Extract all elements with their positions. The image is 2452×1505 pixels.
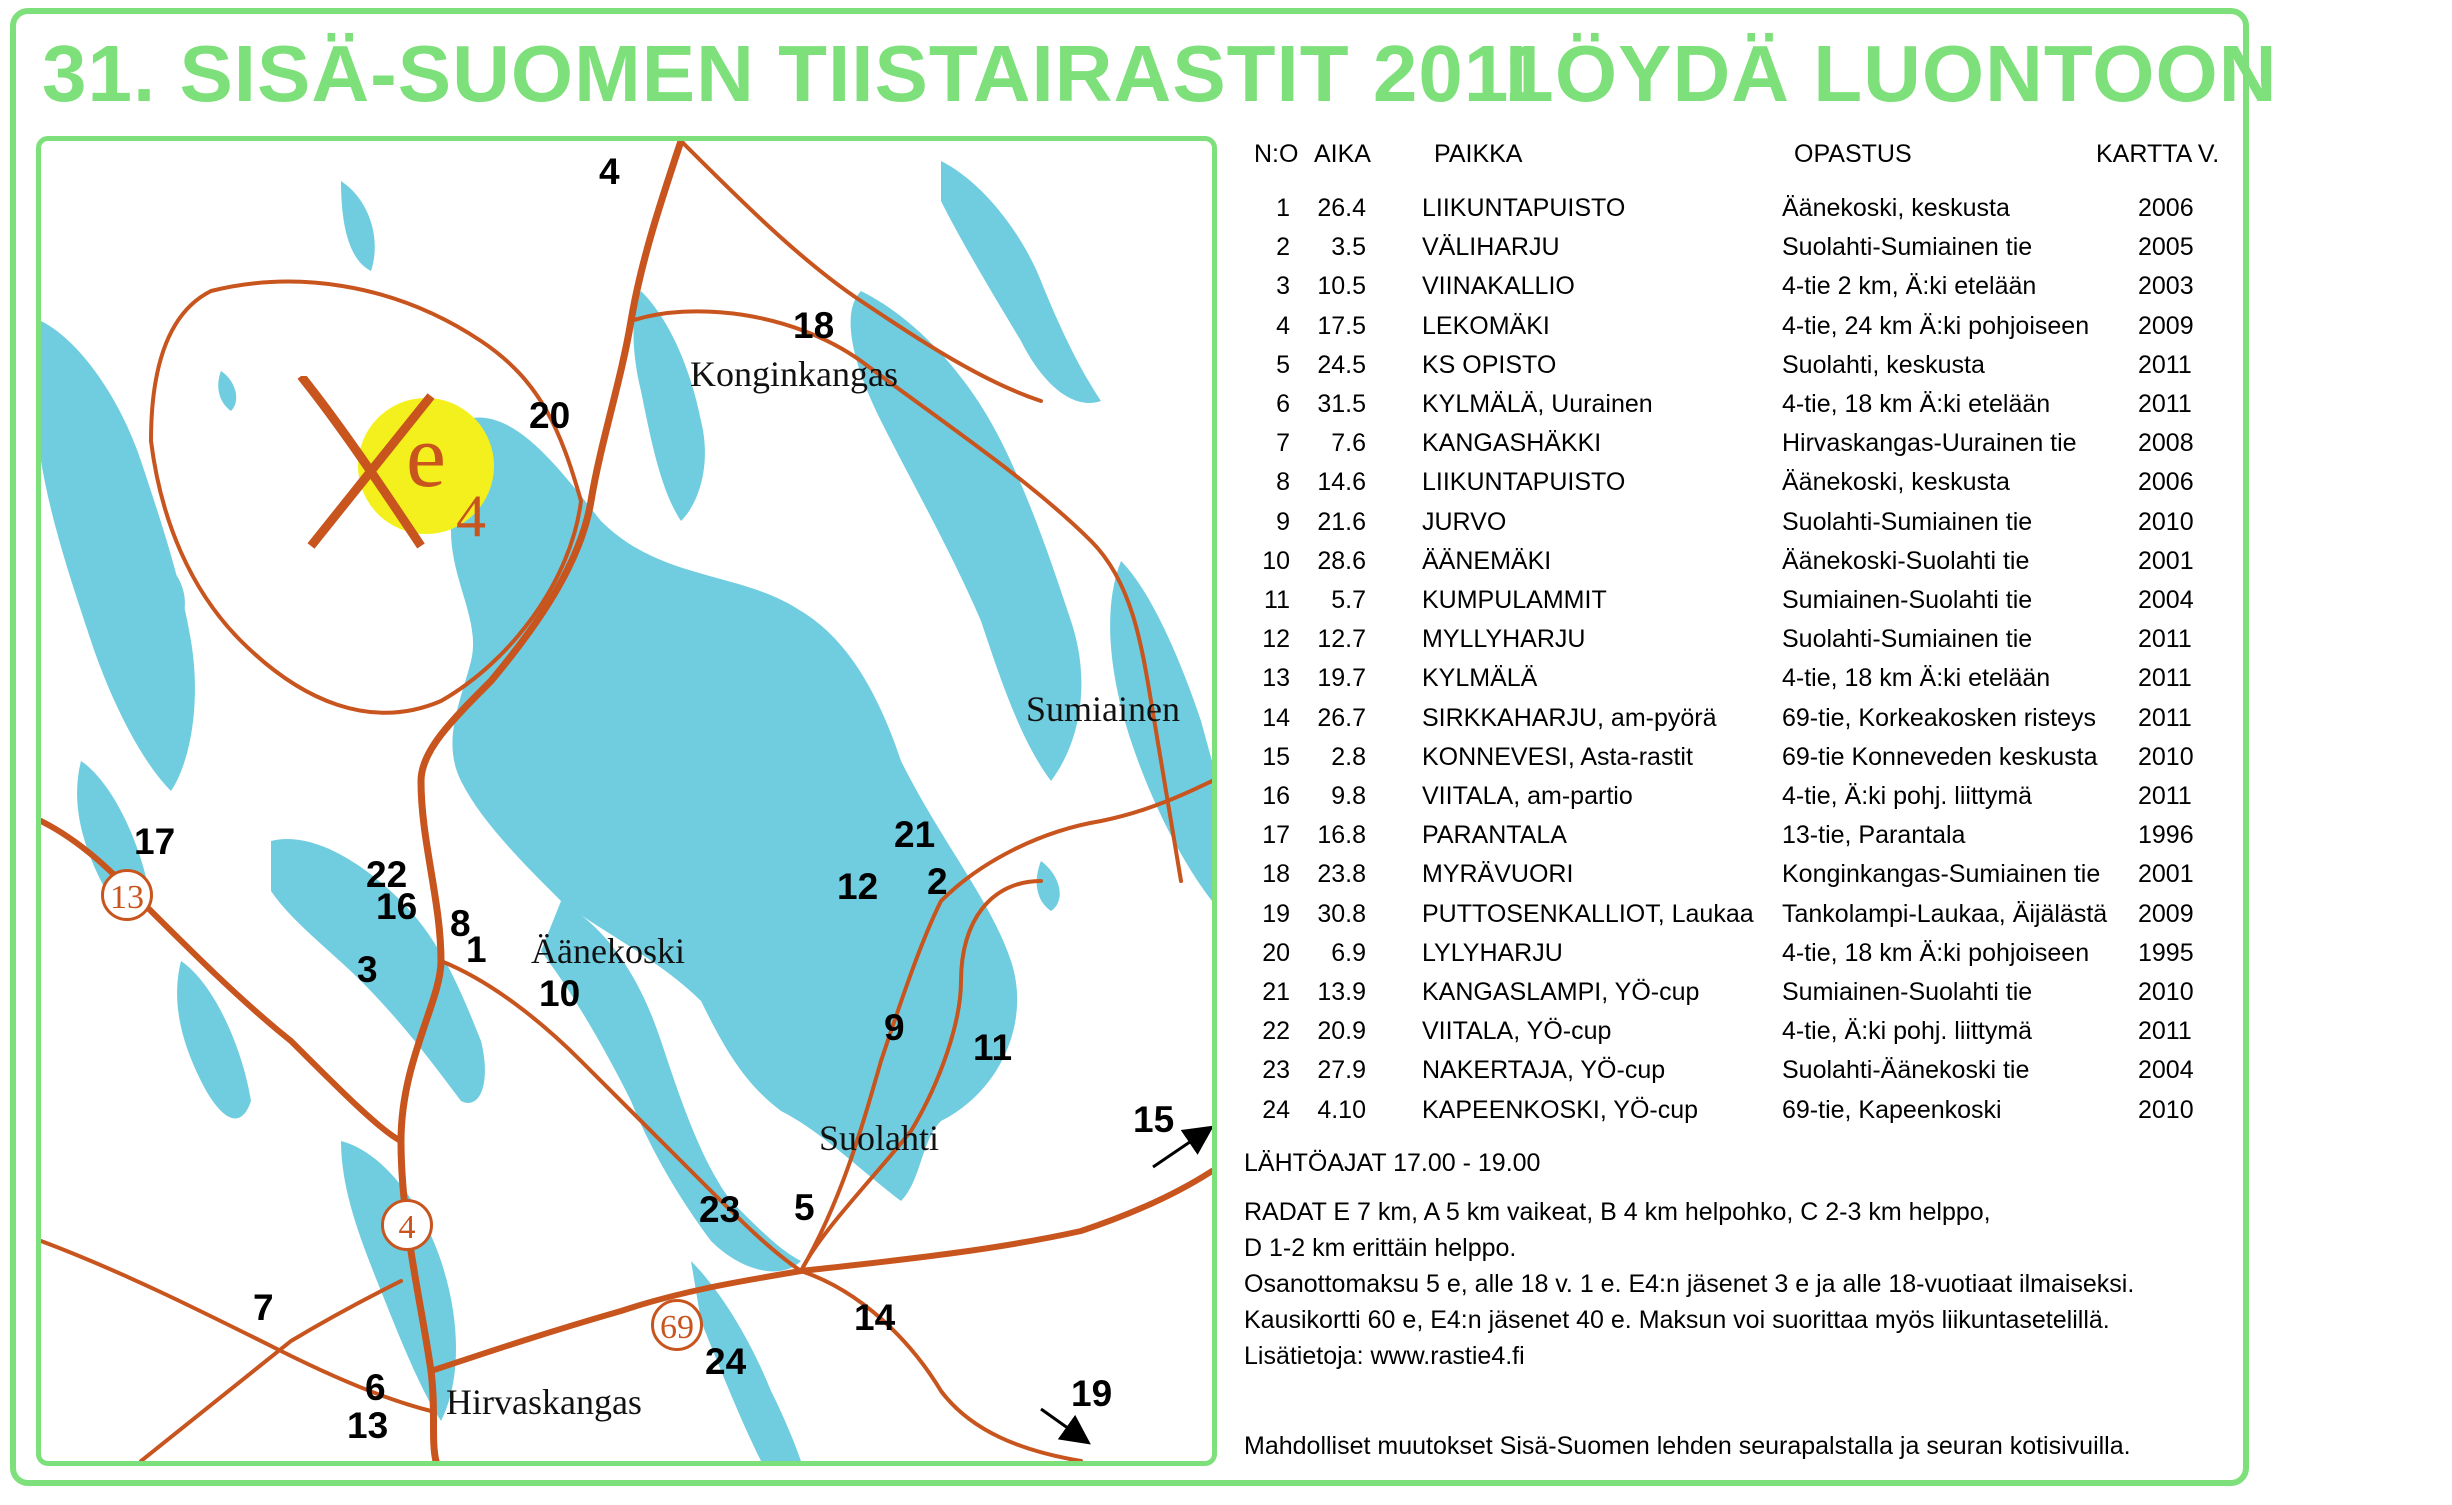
cell-paikka: KONNEVESI, Asta-rastit (1422, 742, 1693, 771)
cell-paikka: VIITALA, am-partio (1422, 782, 1633, 810)
header-aika: AIKA (1314, 140, 1371, 168)
marker-5: 5 (794, 1187, 815, 1228)
cell-no: 5 (1276, 350, 1290, 379)
cell-no: 21 (1262, 978, 1290, 1006)
table-row (1244, 508, 2244, 546)
marker-15: 15 (1133, 1099, 1175, 1140)
cell-no: 23 (1262, 1056, 1290, 1085)
more-info: Lisätietoja: www.rastie4.fi (1244, 1342, 1525, 1370)
logo-four: 4 (456, 483, 486, 549)
arrow-15 (1153, 1129, 1209, 1167)
table-row (1244, 860, 2244, 898)
cell-no: 17 (1262, 821, 1290, 850)
cell-kartta: 2003 (2138, 272, 2194, 301)
cell-paikka: LYLYHARJU (1422, 938, 1563, 967)
cell-paikka: MYLLYHARJU (1422, 625, 1586, 654)
courses-line-1: RADAT E 7 km, A 5 km vaikeat, B 4 km helpohko, C 2-3 km helppo, (1244, 1198, 1991, 1226)
table-row (1244, 782, 2244, 820)
cell-opastus: Suolahti-Äänekoski tie (1782, 1056, 2030, 1085)
cell-kartta: 2009 (2138, 311, 2194, 340)
cell-kartta: 2005 (2138, 233, 2194, 262)
cell-paikka: SIRKKAHARJU, am-pyörä (1422, 703, 1717, 732)
cell-aika: 16.8 (1317, 821, 1366, 850)
fees-line-1: Osanottomaksu 5 e, alle 18 v. 1 e. E4:n jäsenet 3 e ja alle 18-vuotiaat ilmaiseksi. (1244, 1270, 2135, 1298)
marker-21: 21 (894, 814, 936, 855)
marker-17: 17 (134, 821, 176, 862)
marker-14: 14 (854, 1297, 896, 1338)
cell-kartta: 2011 (2138, 625, 2192, 654)
changes-note: Mahdolliset muutokset Sisä-Suomen lehden seurapalstalla ja seuran kotisivuilla. (1244, 1432, 2131, 1460)
map (36, 136, 1217, 1466)
table-row (1244, 429, 2244, 467)
cell-no: 13 (1262, 664, 1290, 693)
marker-24: 24 (705, 1341, 747, 1382)
cell-aika: 31.5 (1317, 390, 1366, 418)
marker-6: 6 (365, 1367, 386, 1408)
cell-aika: 23.8 (1317, 860, 1366, 889)
marker-3: 3 (357, 949, 378, 990)
cell-opastus: 4-tie, 24 km Ä:ki pohjoiseen (1782, 311, 2090, 340)
table-row (1244, 312, 2244, 350)
fees-line-2: Kausikortti 60 e, E4:n jäsenet 40 e. Maksun voi suorittaa myös liikuntasetelillä. (1244, 1306, 2110, 1334)
cell-no: 4 (1276, 311, 1290, 340)
cell-kartta: 2009 (2138, 899, 2194, 928)
cell-kartta: 2011 (2138, 703, 2192, 732)
cell-aika: 27.9 (1317, 1056, 1366, 1085)
place-sumiainen: Sumiainen (1026, 689, 1180, 729)
table-row (1244, 900, 2244, 938)
cell-paikka: PUTTOSENKALLIOT, Laukaa (1422, 899, 1754, 928)
cell-kartta: 2011 (2138, 664, 2192, 693)
cell-kartta: 2004 (2138, 1056, 2194, 1085)
cell-kartta: 2004 (2138, 586, 2194, 614)
cell-opastus: Suolahti-Sumiainen tie (1782, 507, 2033, 536)
cell-opastus: Hirvaskangas-Uurainen tie (1782, 429, 2077, 458)
table-row (1244, 547, 2244, 585)
cell-no: 20 (1262, 938, 1290, 967)
table-row (1244, 586, 2244, 624)
marker-12: 12 (837, 866, 879, 907)
table-row (1244, 743, 2244, 781)
table-row (1244, 939, 2244, 977)
cell-aika: 17.5 (1317, 311, 1366, 340)
cell-paikka: LIIKUNTAPUISTO (1422, 468, 1626, 497)
cell-aika: 19.7 (1317, 664, 1366, 693)
header-kartta: KARTTA V. (2096, 140, 2220, 168)
cell-paikka: KYLMÄLÄ, Uurainen (1422, 390, 1653, 418)
cell-no: 15 (1262, 742, 1290, 771)
cell-kartta: 1995 (2138, 938, 2194, 967)
cell-aika: 30.8 (1317, 899, 1366, 928)
cell-aika: 21.6 (1317, 507, 1366, 536)
cell-no: 12 (1262, 625, 1290, 654)
marker-11: 11 (973, 1027, 1013, 1068)
cell-kartta: 2010 (2138, 742, 2194, 771)
cell-aika: 12.7 (1317, 625, 1366, 654)
header-opastus: OPASTUS (1794, 140, 1912, 168)
cell-aika: 14.6 (1317, 468, 1366, 497)
cell-aika: 13.9 (1317, 978, 1366, 1006)
cell-paikka: KUMPULAMMIT (1422, 586, 1607, 614)
cell-paikka: KANGASHÄKKI (1422, 429, 1602, 458)
cell-paikka: MYRÄVUORI (1422, 860, 1574, 889)
marker-20: 20 (529, 395, 571, 436)
cell-no: 19 (1262, 899, 1290, 928)
table-row (1244, 978, 2244, 1016)
cell-no: 22 (1262, 1017, 1290, 1046)
cell-no: 2 (1276, 233, 1290, 262)
cell-opastus: 4-tie, 18 km Ä:ki etelään (1782, 664, 2051, 693)
poster-slogan: LÖYDÄ LUONTOON (1505, 29, 2278, 118)
cell-paikka: JURVO (1422, 507, 1507, 536)
header-no: N:O (1254, 140, 1299, 168)
table-row (1244, 1096, 2244, 1134)
cell-opastus: Suolahti, keskusta (1782, 350, 1985, 379)
cell-aika: 6.9 (1331, 938, 1366, 967)
cell-no: 9 (1276, 507, 1290, 536)
cell-kartta: 2011 (2138, 782, 2192, 810)
cell-paikka: NAKERTAJA, YÖ-cup (1422, 1056, 1666, 1085)
cell-aika: 7.6 (1331, 429, 1366, 458)
cell-kartta: 2008 (2138, 429, 2194, 458)
cell-paikka: VÄLIHARJU (1422, 233, 1560, 262)
cell-opastus: Sumiainen-Suolahti tie (1782, 586, 2033, 614)
cell-no: 14 (1262, 703, 1290, 732)
road-number-4: 4 (381, 1199, 433, 1251)
table-row (1244, 1017, 2244, 1055)
cell-opastus: Sumiainen-Suolahti tie (1782, 978, 2033, 1006)
marker-18: 18 (793, 305, 835, 346)
cell-opastus: Suolahti-Sumiainen tie (1782, 233, 2033, 262)
marker-7: 7 (253, 1287, 274, 1328)
cell-opastus: 4-tie, Ä:ki pohj. liittymä (1782, 1017, 2033, 1046)
cell-paikka: VIITALA, YÖ-cup (1422, 1017, 1612, 1046)
cell-opastus: 13-tie, Parantala (1782, 821, 1966, 850)
cell-kartta: 1996 (2138, 821, 2194, 850)
header-paikka: PAIKKA (1434, 140, 1523, 168)
cell-kartta: 2001 (2138, 546, 2194, 575)
marker-13: 13 (347, 1405, 389, 1446)
cell-paikka: LIIKUNTAPUISTO (1422, 194, 1626, 222)
cell-no: 8 (1276, 468, 1290, 497)
marker-1: 1 (466, 929, 487, 970)
place-suolahti: Suolahti (819, 1118, 940, 1158)
cell-opastus: 69-tie, Korkeakosken risteys (1782, 703, 2097, 732)
marker-19: 19 (1071, 1373, 1113, 1414)
cell-aika: 5.7 (1331, 586, 1366, 614)
cell-no: 6 (1276, 390, 1290, 418)
place-hirvaskangas: Hirvaskangas (446, 1382, 642, 1422)
marker-2: 2 (927, 861, 948, 902)
cell-opastus: Äänekoski, keskusta (1782, 194, 2010, 222)
cell-opastus: 4-tie, 18 km Ä:ki pohjoiseen (1782, 938, 2090, 967)
cell-opastus: 69-tie, Kapeenkoski (1782, 1095, 2002, 1124)
table-row (1244, 468, 2244, 506)
marker-4: 4 (599, 151, 620, 192)
cell-aika: 10.5 (1317, 272, 1366, 301)
cell-no: 11 (1264, 586, 1290, 614)
courses-line-2: D 1-2 km erittäin helppo. (1244, 1234, 1517, 1262)
cell-kartta: 2010 (2138, 507, 2194, 536)
cell-kartta: 2011 (2138, 350, 2192, 379)
table-row (1244, 1056, 2244, 1094)
cell-kartta: 2001 (2138, 860, 2194, 889)
cell-kartta: 2010 (2138, 978, 2194, 1006)
marker-22: 22 (366, 854, 408, 895)
table-row (1244, 664, 2244, 702)
cell-no: 18 (1262, 860, 1290, 889)
cell-aika: 26.7 (1317, 703, 1366, 732)
cell-opastus: Äänekoski-Suolahti tie (1782, 546, 2030, 575)
cell-paikka: PARANTALA (1422, 821, 1567, 850)
cell-opastus: Konginkangas-Sumiainen tie (1782, 860, 2101, 889)
cell-no: 10 (1262, 546, 1290, 575)
cell-kartta: 2010 (2138, 1095, 2194, 1124)
cell-opastus: Tankolampi-Laukaa, Äijälästä (1782, 899, 2108, 928)
cell-paikka: LEKOMÄKI (1422, 311, 1550, 340)
marker-8: 8 (450, 903, 471, 944)
cell-paikka: ÄÄNEMÄKI (1422, 546, 1552, 575)
cell-kartta: 2011 (2138, 1017, 2192, 1046)
place-aanekoski: Äänekoski (531, 931, 685, 971)
table-row (1244, 625, 2244, 663)
poster-title: 31. SISÄ-SUOMEN TIISTAIRASTIT 2011 (42, 29, 1551, 118)
cell-no: 16 (1262, 782, 1290, 810)
cell-no: 1 (1276, 194, 1290, 222)
cell-paikka: KAPEENKOSKI, YÖ-cup (1422, 1095, 1699, 1124)
cell-opastus: Äänekoski, keskusta (1782, 468, 2010, 497)
cell-aika: 9.8 (1331, 782, 1366, 810)
table-row (1244, 390, 2244, 428)
cell-aika: 3.5 (1331, 233, 1366, 262)
cell-aika: 26.4 (1317, 194, 1366, 222)
marker-10: 10 (539, 973, 581, 1014)
cell-paikka: VIINAKALLIO (1422, 272, 1575, 301)
cell-kartta: 2006 (2138, 468, 2194, 497)
cell-opastus: 4-tie 2 km, Ä:ki etelään (1782, 272, 2037, 301)
arrow-19 (1041, 1409, 1086, 1441)
table-row (1244, 704, 2244, 742)
cell-kartta: 2006 (2138, 194, 2194, 222)
cell-opastus: 4-tie, 18 km Ä:ki etelään (1782, 390, 2051, 418)
road-number-69: 69 (651, 1299, 703, 1351)
cell-aika: 24.5 (1317, 350, 1366, 379)
cell-aika: 28.6 (1317, 546, 1366, 575)
cell-opastus: 4-tie, Ä:ki pohj. liittymä (1782, 782, 2033, 810)
cell-no: 3 (1276, 272, 1290, 301)
cell-paikka: KANGASLAMPI, YÖ-cup (1422, 978, 1700, 1006)
cell-paikka: KS OPISTO (1422, 350, 1557, 379)
cell-no: 7 (1276, 429, 1290, 458)
cell-aika: 4.10 (1317, 1095, 1366, 1124)
start-times: LÄHTÖAJAT 17.00 - 19.00 (1244, 1149, 1541, 1177)
table-row (1244, 272, 2244, 310)
map-arrows (41, 141, 1212, 1461)
cell-kartta: 2011 (2138, 390, 2192, 418)
table-row (1244, 351, 2244, 389)
logo-e-letter: e (406, 407, 446, 506)
table-row (1244, 194, 2244, 232)
marker-23: 23 (699, 1189, 741, 1230)
cell-opastus: 69-tie Konneveden keskusta (1782, 742, 2098, 771)
marker-16: 16 (376, 886, 418, 927)
place-konginkangas: Konginkangas (690, 354, 898, 394)
cell-opastus: Suolahti-Sumiainen tie (1782, 625, 2033, 654)
table-row (1244, 821, 2244, 859)
cell-aika: 2.8 (1331, 742, 1366, 771)
table-row (1244, 233, 2244, 271)
cell-aika: 20.9 (1317, 1017, 1366, 1046)
road-number-13: 13 (101, 869, 153, 921)
cell-paikka: KYLMÄLÄ (1422, 664, 1538, 693)
cell-no: 24 (1262, 1095, 1290, 1124)
marker-9: 9 (884, 1007, 905, 1048)
